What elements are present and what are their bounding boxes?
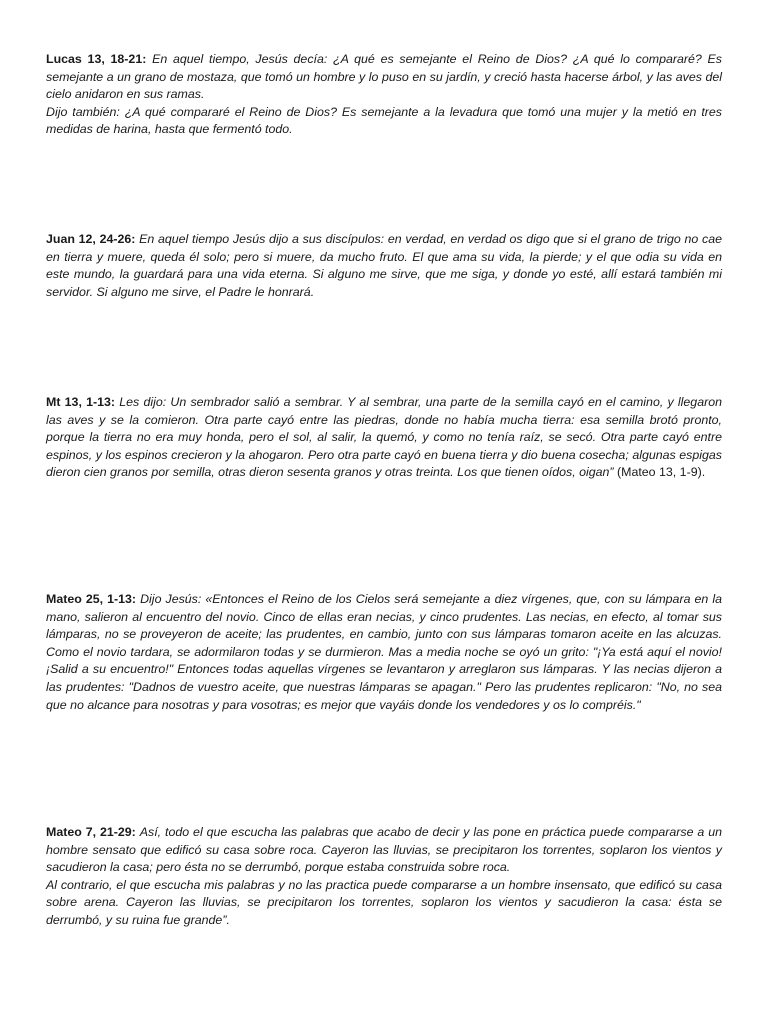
passage-citation: (Mateo 13, 1-9). xyxy=(613,465,706,480)
passage-paragraph xyxy=(46,591,722,714)
passage-paragraph xyxy=(46,824,722,877)
passage-reference: Lucas 13, 18-21: xyxy=(46,52,147,66)
passage-text-continued: Dijo también: ¿A qué compararé el Reino de Dios? Es semejante a la levadura que tomó una mujer y la metió en tres medidas de harina, hasta que fermentó todo. xyxy=(46,104,722,137)
passage-reference: Mateo 7, 21-29: xyxy=(46,825,136,839)
passage-text: Así, todo el que escucha las palabras que acabo de decir y las pone en práctica puede compararse a un hombre sensato que edificó su casa sobre roca. Cayeron las lluvias, se precipitaron los torrentes, soplaron los vientos y sacudieron la casa; pero ésta no se derrumbó, porque estaba construida sobre roca. xyxy=(46,825,723,875)
passage-juan-12 xyxy=(46,231,722,301)
passage-paragraph xyxy=(46,877,722,930)
passage-text: En aquel tiempo Jesús dijo a sus discípulos: en verdad, en verdad os digo que si el grano de trigo no cae en tierra y muere, queda él solo; pero si muere, da mucho fruto. El que ama su vida, la pierde; y el que odia su vida en este mundo, la guardará para una vida eterna. Si alguno me sirve, que me siga, y donde yo esté, allí estará también mi servidor. Si alguno me sirve, el Padre le honrará. xyxy=(46,232,722,299)
passage-paragraph xyxy=(46,231,722,301)
passage-mt-13 xyxy=(46,394,722,482)
passage-paragraph xyxy=(46,104,722,139)
passage-text: Les dijo: Un sembrador salió a sembrar. Y al sembrar, una parte de la semilla cayó en el camino, y llegaron las aves y se la comieron. Otra parte cayó entre las piedras, donde no había mucha tierra: esa semilla brotó pronto, porque la tierra no era muy honda, pero el sol, al salir, la quemó, y como no tenía raíz, se secó. Otra parte cayó entre espinos, y los espinos crecieron y la ahogaron. Pero otra parte cayó en buena tierra y dio buena cosecha; algunas espigas dieron cien granos por semilla, otras dieron sesenta granos y otras treinta. Los que tienen oídos, oigan” xyxy=(46,395,723,480)
passage-reference: Juan 12, 24-26: xyxy=(46,232,136,246)
passage-text: En aquel tiempo, Jesús decía: ¿A qué es semejante el Reino de Dios? ¿A qué lo compararé? Es semejante a un grano de mostaza, que tomó un hombre y lo puso en su jardín, y creció hasta hacerse árbol, y las aves del cielo anidaron en sus ramas. xyxy=(46,52,722,102)
passage-mateo-7 xyxy=(46,824,722,930)
passage-mateo-25 xyxy=(46,591,722,714)
passage-paragraph xyxy=(46,51,722,104)
passage-reference: Mateo 25, 1-13: xyxy=(46,592,137,606)
passage-lucas-13 xyxy=(46,51,722,139)
passage-reference: Mt 13, 1-13: xyxy=(46,395,116,409)
passage-text: Dijo Jesús: «Entonces el Reino de los Cielos será semejante a diez vírgenes, que, con su lámpara en la mano, salieron al encuentro del novio. Cinco de ellas eran necias, y cinco prudentes. Las necias, en efecto, al tomar sus lámparas, no se proveyeron de aceite; las prudentes, en cambio, junto con sus lámparas tomaron aceite en las alcuzas. Como el novio tardara, se adormilaron todas y se durmieron. Mas a media noche se oyó un grito: "¡Ya está aquí el novio! ¡Salid a su encuentro!" Entonces todas aquellas vírgenes se levantaron y arreglaron sus lámparas. Y las necias dijeron a las prudentes: "Dadnos de vuestro aceite, que nuestras lámparas se apagan." Pero las prudentes replicaron: "No, no sea que no alcance para nosotras y para vosotras; es mejor que vayáis donde los vendedores y os lo compréis." xyxy=(46,592,722,712)
passage-text-continued: Al contrario, el que escucha mis palabras y no las practica puede compararse a un hombre insensato, que edificó su casa sobre arena. Cayeron las lluvias, se precipitaron los torrentes, soplaron los vientos y sacudieron la casa: ésta se derrumbó, y su ruina fue grande”. xyxy=(46,877,722,927)
passage-paragraph xyxy=(46,394,722,482)
